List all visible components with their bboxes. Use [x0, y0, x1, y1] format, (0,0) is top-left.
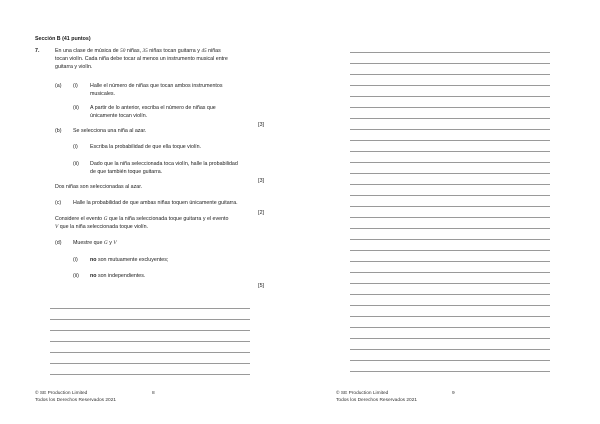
question-intro-line-2: tocan violín. Cada niña debe tocar al menos un instrumento musical entre: [55, 56, 228, 62]
part-d-i-text: no son mutuamente excluyentes;: [90, 257, 169, 263]
part-d-i-label: (i): [73, 257, 78, 263]
part-a-i-label: (i): [73, 83, 78, 89]
part-b-text: Se selecciona una niña al azar.: [73, 128, 147, 134]
footer-left-page-number: 8: [152, 391, 155, 396]
part-a-i-text-1: Halle el número de niñas que tocan ambos instrumentos: [90, 83, 223, 89]
footer-right-rights: Todos los Derechos Reservados 2021: [336, 398, 418, 403]
question-intro-line-3: guitarra y violín.: [55, 64, 93, 70]
part-d-text: Muestre que G y V: [73, 240, 117, 246]
two-girls-selected-text: Dos niñas son seleccionadas al azar.: [55, 184, 143, 190]
part-a-marks: [3]: [258, 122, 264, 128]
answer-line[interactable]: [350, 118, 550, 119]
answer-line[interactable]: [50, 374, 250, 375]
answer-line[interactable]: [350, 206, 550, 207]
answer-line[interactable]: [350, 151, 550, 152]
answer-line[interactable]: [350, 360, 550, 361]
answer-line[interactable]: [350, 316, 550, 317]
footer-right-copyright: © SE Production Limited: [336, 391, 389, 396]
footer-right-page-number: 9: [452, 391, 455, 396]
answer-line[interactable]: [50, 330, 250, 331]
answer-line[interactable]: [350, 305, 550, 306]
footer-left-copyright: © SE Production Limited: [35, 391, 88, 396]
part-b-ii-text-1: Dado que la niña seleccionada toca violín, halle la probabilidad: [90, 161, 238, 167]
answer-line[interactable]: [350, 184, 550, 185]
answer-line[interactable]: [350, 129, 550, 130]
part-d-ii-label: (ii): [73, 273, 79, 279]
part-d-ii-text: no son independientes.: [90, 273, 146, 279]
answer-line[interactable]: [350, 140, 550, 141]
event-definition-line-1: Considere el evento G que la niña seleccionada toque guitarra y el evento: [55, 216, 229, 222]
answer-line[interactable]: [350, 338, 550, 339]
answer-line[interactable]: [350, 63, 550, 64]
part-b-marks: [3]: [258, 178, 264, 184]
answer-line[interactable]: [350, 261, 550, 262]
answer-line[interactable]: [350, 217, 550, 218]
answer-line[interactable]: [350, 85, 550, 86]
answer-line[interactable]: [350, 96, 550, 97]
answer-line[interactable]: [350, 283, 550, 284]
part-b-i-text: Escriba la probabilidad de que ella toque violín.: [90, 144, 202, 150]
answer-line[interactable]: [350, 173, 550, 174]
event-definition-line-2: V que la niña seleccionada toque violín.: [55, 224, 149, 230]
answer-line[interactable]: [50, 341, 250, 342]
part-a-label: (a): [55, 83, 62, 89]
part-a-ii-label: (ii): [73, 105, 79, 111]
part-d-marks: [5]: [258, 283, 264, 289]
part-c-text: Halle la probabilidad de que ambas niñas toquen únicamente guitarra.: [73, 200, 238, 206]
answer-line[interactable]: [350, 371, 550, 372]
question-number: 7.: [35, 48, 40, 54]
part-c-marks: [2]: [258, 210, 264, 216]
part-b-label: (b): [55, 128, 62, 134]
answer-line[interactable]: [350, 294, 550, 295]
answer-line[interactable]: [350, 272, 550, 273]
answer-line[interactable]: [350, 349, 550, 350]
footer-left-rights: Todos los Derechos Reservados 2021: [35, 398, 117, 403]
answer-line[interactable]: [50, 352, 250, 353]
part-b-i-label: (i): [73, 144, 78, 150]
answer-line[interactable]: [350, 250, 550, 251]
section-title: Sección B (41 puntos): [35, 36, 91, 42]
answer-line[interactable]: [50, 363, 250, 364]
part-a-i-text-2: musicales.: [90, 91, 116, 97]
part-d-label: (d): [55, 240, 62, 246]
answer-line[interactable]: [350, 162, 550, 163]
answer-line[interactable]: [350, 74, 550, 75]
answer-line[interactable]: [350, 239, 550, 240]
answer-line[interactable]: [50, 308, 250, 309]
part-a-ii-text-1: A partir de lo anterior, escriba el número de niñas que: [90, 105, 216, 111]
part-c-label: (c): [55, 200, 62, 206]
answer-line[interactable]: [350, 327, 550, 328]
part-b-ii-text-2: de que también toque guitarra.: [90, 169, 163, 175]
part-a-ii-text-2: únicamente tocan violín.: [90, 113, 148, 119]
answer-line[interactable]: [350, 195, 550, 196]
answer-line[interactable]: [350, 228, 550, 229]
answer-line[interactable]: [350, 52, 550, 53]
part-b-ii-label: (ii): [73, 161, 79, 167]
answer-line[interactable]: [50, 319, 250, 320]
question-intro-line-1: En una clase de música de 50 niñas, 35 niñas tocan guitarra y 45 niñas: [55, 48, 221, 54]
answer-line[interactable]: [350, 107, 550, 108]
